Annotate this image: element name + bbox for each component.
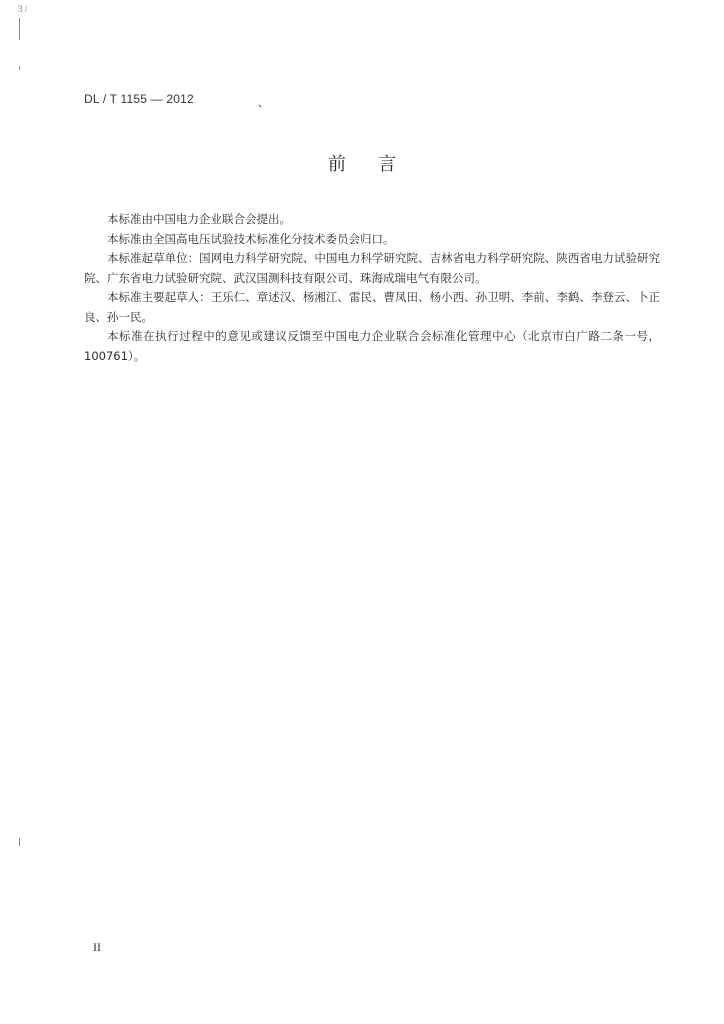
scan-edge-mark xyxy=(19,18,20,40)
stray-mark: 、 xyxy=(258,96,269,109)
foreword-body xyxy=(84,210,660,366)
scan-edge-mark xyxy=(19,838,20,846)
paragraph-drafting-units: 本标准起草单位：国网电力科学研究院、中国电力科学研究院、吉林省电力科学研究院、陕西省电力试验研究院、广东省电力试验研究院、武汉国测科技有限公司、珠海成瑞电气有限公司。 xyxy=(84,251,660,285)
scan-corner-text: 3 / xyxy=(18,4,28,14)
page-number: II xyxy=(93,940,101,954)
document-code: DL / T 1155 — 2012 xyxy=(84,92,194,106)
scan-edge-mark xyxy=(19,66,20,70)
page-title: 前言 xyxy=(328,154,428,175)
paragraph-feedback: 本标准在执行过程中的意见或建议反馈至中国电力企业联合会标准化管理中心（北京市白广路二条一号，100761）。 xyxy=(84,329,660,363)
paragraph-technical-committee: 本标准由全国高电压试验技术标准化分技术委员会归口。 xyxy=(107,231,395,246)
paragraph-proposer: 本标准由中国电力企业联合会提出。 xyxy=(107,212,291,226)
paragraph-drafters: 本标准主要起草人：王乐仁、章述汉、杨湘江、雷民、曹凤田、杨小西、孙卫明、李前、李鹤、李登云、卜正良、孙一民。 xyxy=(84,290,660,324)
